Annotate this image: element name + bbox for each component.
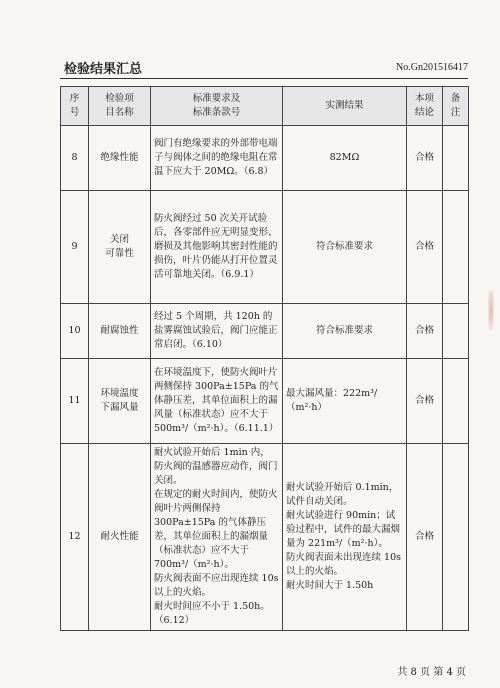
table-row xyxy=(61,304,469,359)
table-row xyxy=(61,444,469,631)
row-item: 关闭 可靠性 xyxy=(89,191,151,304)
row-item: 绝缘性能 xyxy=(89,126,151,191)
page-title: 检验结果汇总 xyxy=(64,62,143,77)
row-conclusion: 合格 xyxy=(407,359,443,444)
results-table xyxy=(60,86,469,631)
row-remark xyxy=(443,444,469,631)
table-row xyxy=(61,126,469,191)
row-no: 10 xyxy=(61,304,89,359)
table-row xyxy=(61,191,469,304)
row-remark xyxy=(443,304,469,359)
row-requirement: 防火阀经过 50 次关开试验后，各零部件应无明显变形、磨损及其他影响其密封性能的损伤，叶片仍能从打开位置灵活可靠地关闭。（6.9.1） xyxy=(151,191,283,304)
header-requirement: 标准要求及 标准条款号 xyxy=(151,87,283,126)
table-header-row xyxy=(61,87,469,126)
row-no: 12 xyxy=(61,444,89,631)
table-row xyxy=(61,359,469,444)
row-remark xyxy=(443,126,469,191)
row-no: 11 xyxy=(61,359,89,444)
row-result: 82MΩ xyxy=(283,126,407,191)
row-item: 环境温度 下漏风量 xyxy=(89,359,151,444)
row-remark xyxy=(443,359,469,444)
report-number: No.Gn201516417 xyxy=(396,62,468,73)
row-result: 最大漏风量：222m³/（m²·h） xyxy=(283,359,407,444)
row-result: 符合标准要求 xyxy=(283,191,407,304)
header-no: 序 号 xyxy=(61,87,89,126)
row-conclusion: 合格 xyxy=(407,191,443,304)
row-requirement: 耐火试验开始后 1min 内，防火阀的温感器应动作，阀门关闭。 在规定的耐火时间内，使防火阀叶片两侧保持 300Pa±15Pa 的气体静压差，其单位面积上的漏烟量（标准状态）应不大于 700m³/（m²·h）。 防火阀表面不应出现连续 10s 以上的火焰。 耐火时间应不小于 1.50h。（6.12） xyxy=(151,444,283,631)
paper-stain xyxy=(488,290,494,330)
row-remark xyxy=(443,191,469,304)
row-result: 耐火试验开始后 0.1min，试件自动关闭。 耐火试验进行 90min；试验过程中，试件的最大漏烟量为 221m³/（m²·h）。 防火阀表面未出现连续 10s 以上的火焰。 耐火时间大于 1.50h xyxy=(283,444,407,631)
row-no: 9 xyxy=(61,191,89,304)
row-requirement: 在环境温度下，使防火阀叶片两侧保持 300Pa±15Pa 的气体静压差，其单位面积上的漏风量（标准状态）应不大于 500m³/（m²·h）。（6.11.1） xyxy=(151,359,283,444)
row-requirement: 阀门有绝缘要求的外部带电端子与阀体之间的绝缘电阻在常温下应大于 20MΩ。（6.8） xyxy=(151,126,283,191)
page-indicator: 共 8 页 第 4 页 xyxy=(397,667,466,678)
header-result: 实测结果 xyxy=(283,87,407,126)
row-conclusion: 合格 xyxy=(407,444,443,631)
header-remark: 备 注 xyxy=(443,87,469,126)
row-conclusion: 合格 xyxy=(407,304,443,359)
row-conclusion: 合格 xyxy=(407,126,443,191)
row-requirement: 经过 5 个周期，共 120h 的盐雾腐蚀试验后，阀门应能正常启闭。（6.10） xyxy=(151,304,283,359)
row-result: 符合标准要求 xyxy=(283,304,407,359)
row-no: 8 xyxy=(61,126,89,191)
row-item: 耐火性能 xyxy=(89,444,151,631)
header-item: 检验项 目名称 xyxy=(89,87,151,126)
row-item: 耐腐蚀性 xyxy=(89,304,151,359)
title-divider xyxy=(60,78,468,79)
header-conclusion: 本项 结论 xyxy=(407,87,443,126)
